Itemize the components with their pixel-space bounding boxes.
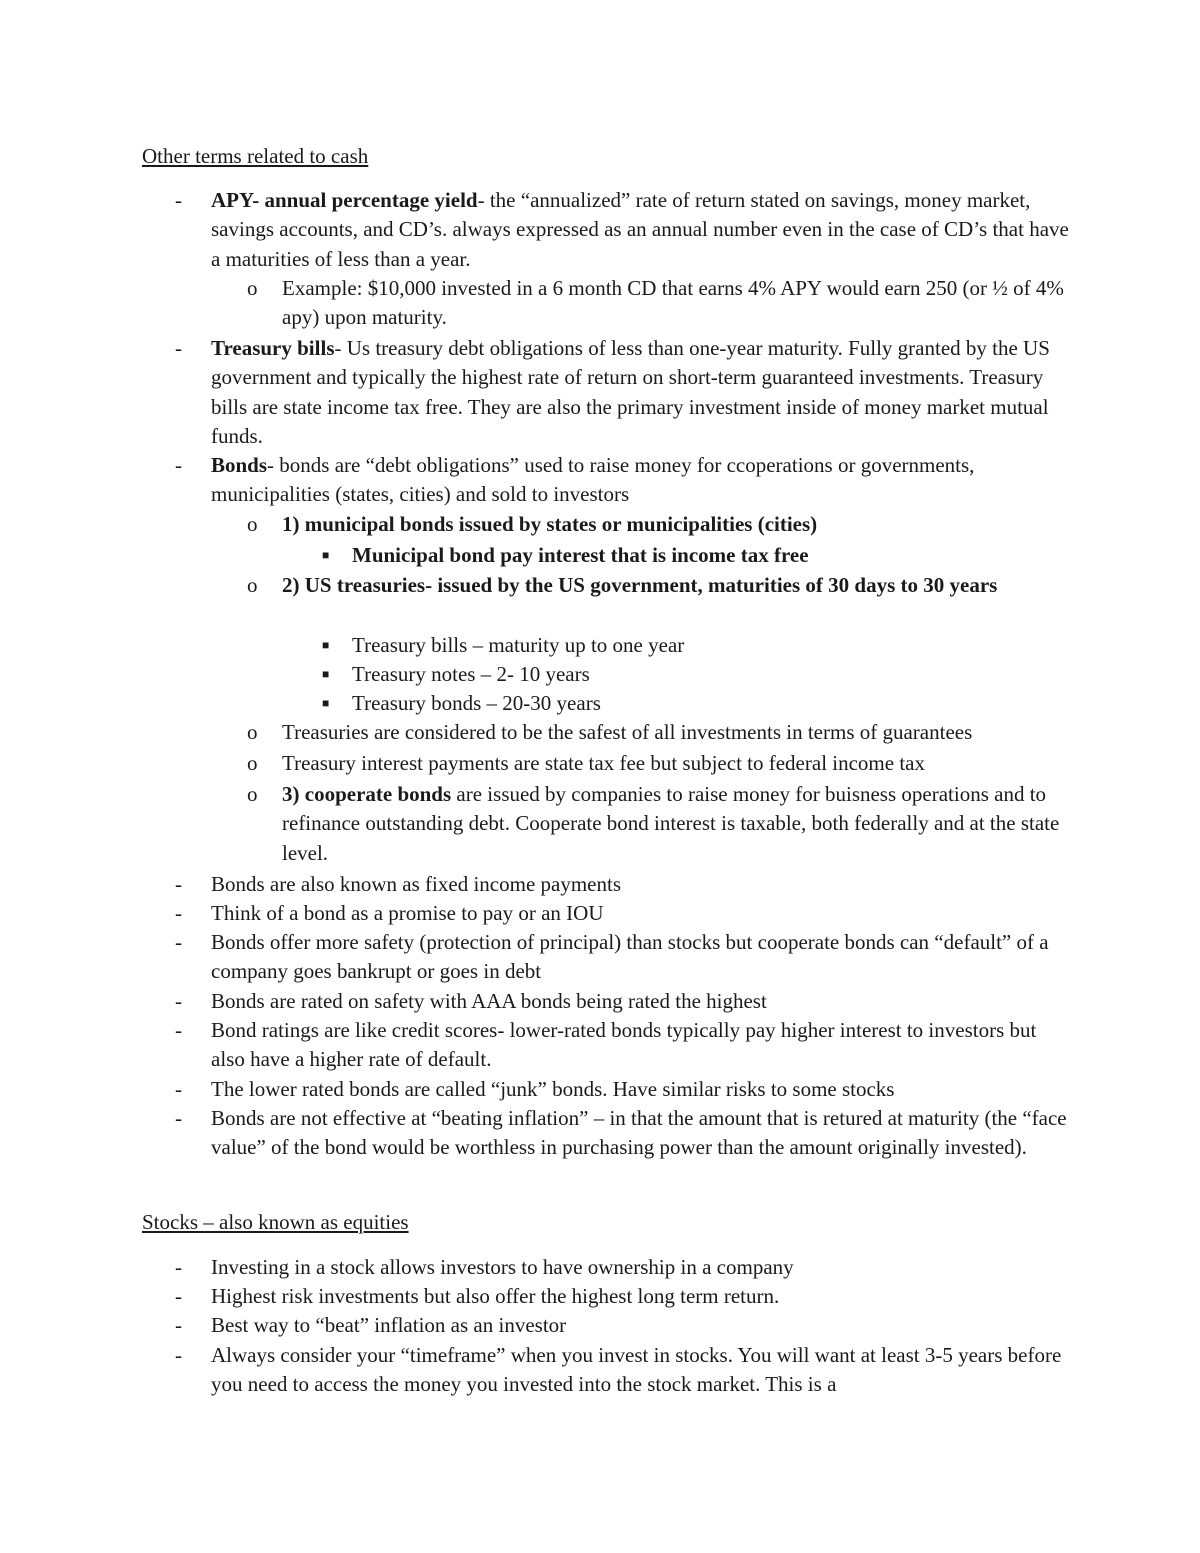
item-text: - Us treasury debt obligations of less than one-year maturity. Fully granted by the US government and typically the highest rate of return on short-term guaranteed investments. Treasury bills are state income tax free. They are also the primary investment inside of money market mutual funds. [211, 336, 1050, 448]
dash-bullet: - [175, 901, 182, 925]
item-text: Think of a bond as a promise to pay or an IOU [211, 901, 604, 925]
item-text: 2) US treasuries- issued by the US government, maturities of 30 days to 30 years [282, 573, 998, 597]
list-item [247, 780, 1082, 868]
term-label: 3) cooperate bonds [282, 782, 452, 806]
square-bullet: ■ [322, 638, 330, 652]
list-item [175, 186, 1071, 274]
dash-bullet: - [175, 453, 182, 477]
item-text: Treasury bills – maturity up to one year [352, 633, 685, 657]
list-item [322, 660, 1072, 689]
list-item [175, 987, 1071, 1016]
item-text: Best way to “beat” inflation as an investor [211, 1313, 567, 1337]
circle-bullet: o [247, 276, 258, 300]
list-item [175, 870, 1071, 899]
list-item [175, 1282, 1071, 1311]
section-heading-cash: Other terms related to cash [142, 144, 369, 168]
list-item [175, 1311, 1071, 1340]
dash-bullet: - [175, 1343, 182, 1367]
list-item [322, 631, 1072, 660]
item-text: Bonds offer more safety (protection of principal) than stocks but cooperate bonds can “default” of a company goes bankrupt or goes in debt [211, 930, 1049, 984]
item-text: - bonds are “debt obligations” used to raise money for ccoperations or governments, municipalities (states, cities) and sold to investors [211, 453, 975, 507]
item-text: Treasuries are considered to be the safest of all investments in terms of guarantees [282, 720, 973, 744]
term-label: APY- annual percentage yield [211, 188, 478, 212]
item-text: Highest risk investments but also offer the highest long term return. [211, 1284, 780, 1308]
circle-bullet: o [247, 573, 258, 597]
list-item [322, 541, 1072, 570]
item-text: Investing in a stock allows investors to have ownership in a company [211, 1255, 794, 1279]
item-text: Bonds are rated on safety with AAA bonds being rated the highest [211, 989, 767, 1013]
dash-bullet: - [175, 930, 182, 954]
item-text: Always consider your “timeframe” when you invest in stocks. You will want at least 3-5 years before you need to access the money you invested into the stock market. This is a [211, 1343, 1062, 1397]
list-item [247, 510, 1082, 539]
dash-bullet: - [175, 1018, 182, 1042]
dash-bullet: - [175, 1284, 182, 1308]
list-item [175, 451, 1071, 510]
term-label: Treasury bills [211, 336, 335, 360]
item-text: Example: $10,000 invested in a 6 month CD that earns 4% APY would earn 250 (or ½ of 4% apy) upon maturity. [282, 276, 1064, 330]
circle-bullet: o [247, 782, 258, 806]
list-item [175, 1075, 1071, 1104]
list-item [247, 274, 1082, 333]
list-item [247, 718, 1102, 747]
list-item [322, 689, 1072, 718]
square-bullet: ■ [322, 548, 330, 562]
dash-bullet: - [175, 1255, 182, 1279]
square-bullet: ■ [322, 667, 330, 681]
dash-bullet: - [175, 1313, 182, 1337]
item-text: 1) municipal bonds issued by states or municipalities (cities) [282, 512, 818, 536]
dash-bullet: - [175, 1106, 182, 1130]
list-item [247, 571, 1082, 600]
circle-bullet: o [247, 512, 258, 536]
item-text: Municipal bond pay interest that is income tax free [352, 543, 809, 567]
list-item [175, 1104, 1071, 1163]
list-item [175, 899, 1071, 928]
list-item [175, 1341, 1071, 1400]
circle-bullet: o [247, 751, 258, 775]
section-heading-stocks: Stocks – also known as equities [142, 1210, 409, 1234]
dash-bullet: - [175, 989, 182, 1013]
item-text: The lower rated bonds are called “junk” bonds. Have similar risks to some stocks [211, 1077, 895, 1101]
item-text: Treasury interest payments are state tax fee but subject to federal income tax [282, 751, 925, 775]
dash-bullet: - [175, 188, 182, 212]
item-text: Treasury notes – 2- 10 years [352, 662, 590, 686]
dash-bullet: - [175, 336, 182, 360]
square-bullet: ■ [322, 696, 330, 710]
list-item [247, 749, 1082, 778]
dash-bullet: - [175, 1077, 182, 1101]
item-text: - the “annualized” rate of return stated on savings, money market, savings accounts, and CD’s. always expressed as an annual number even in the case of CD’s that have a maturities of less than a year. [211, 188, 1069, 271]
list-item [175, 334, 1071, 451]
list-item [175, 928, 1071, 987]
list-item [175, 1016, 1071, 1075]
dash-bullet: - [175, 872, 182, 896]
item-text: Bonds are also known as fixed income payments [211, 872, 621, 896]
term-label: Bonds [211, 453, 268, 477]
item-text: Bonds are not effective at “beating inflation” – in that the amount that is retured at maturity (the “face value” of the bond would be worthless in purchasing power than the amount originally invested). [211, 1106, 1067, 1160]
item-text: Bond ratings are like credit scores- lower-rated bonds typically pay higher interest to investors but also have a higher rate of default. [211, 1018, 1037, 1072]
list-item [175, 1253, 1071, 1282]
item-text: are issued by companies to raise money for buisness operations and to refinance outstanding debt. Cooperate bond interest is taxable, both federally and at the state level. [282, 782, 1060, 865]
item-text: Treasury bonds – 20-30 years [352, 691, 601, 715]
circle-bullet: o [247, 720, 258, 744]
